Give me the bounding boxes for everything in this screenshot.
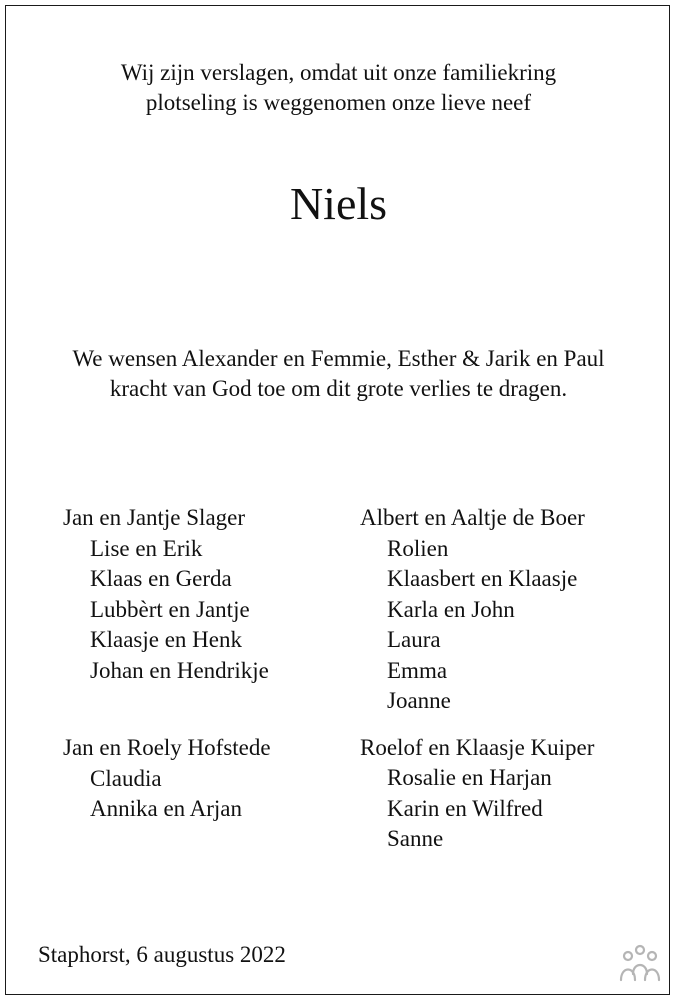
intro-line-1: Wij zijn verslagen, omdat uit onze familiekring [120,60,557,85]
family-member: Klaas en Gerda [90,566,232,591]
family-member: Karin en Wilfred [387,795,543,821]
wish-text [0,344,677,404]
families-left-column [63,503,271,825]
family-group [360,733,594,855]
family-member: Lise en Erik [90,535,203,561]
families-right-column [360,503,594,855]
people-group-icon [617,944,663,984]
family-member: Sanne [387,826,444,851]
deceased-name: Niels [289,178,388,229]
family-head: Albert en Aaltje de Boer [360,505,585,530]
wish-line-1: We wensen Alexander en Femmie, Esther & Jarik en Paul [72,346,605,371]
family-head: Jan en Roely Hofstede [63,735,271,760]
family-member: Klaasbert en Klaasje [387,566,578,591]
family-member: Lubbèrt en Jantje [90,596,250,622]
intro-text [0,58,677,118]
family-member: Johan en Hendrikje [90,657,269,683]
intro-line-2: plotseling is weggenomen onze lieve neef [145,90,532,115]
family-member: Klaasje en Henk [90,627,242,652]
family-member: Joanne [387,688,451,713]
wish-line-2: kracht van God toe om dit grote verlies te dragen. [109,376,568,401]
family-member: Rosalie en Harjan [387,765,552,790]
family-member: Annika en Arjan [90,796,243,821]
family-member: Rolien [387,535,449,561]
family-group [63,733,271,825]
family-head: Jan en Jantje Slager [63,505,246,530]
place-date: Staphorst, 6 augustus 2022 [38,942,286,967]
family-head: Roelof en Klaasje Kuiper [360,734,595,760]
family-group [360,503,594,717]
family-member: Claudia [90,765,162,791]
family-member: Karla en John [387,596,515,622]
family-group [63,503,271,686]
family-member: Emma [387,657,448,683]
family-member: Laura [387,627,441,652]
